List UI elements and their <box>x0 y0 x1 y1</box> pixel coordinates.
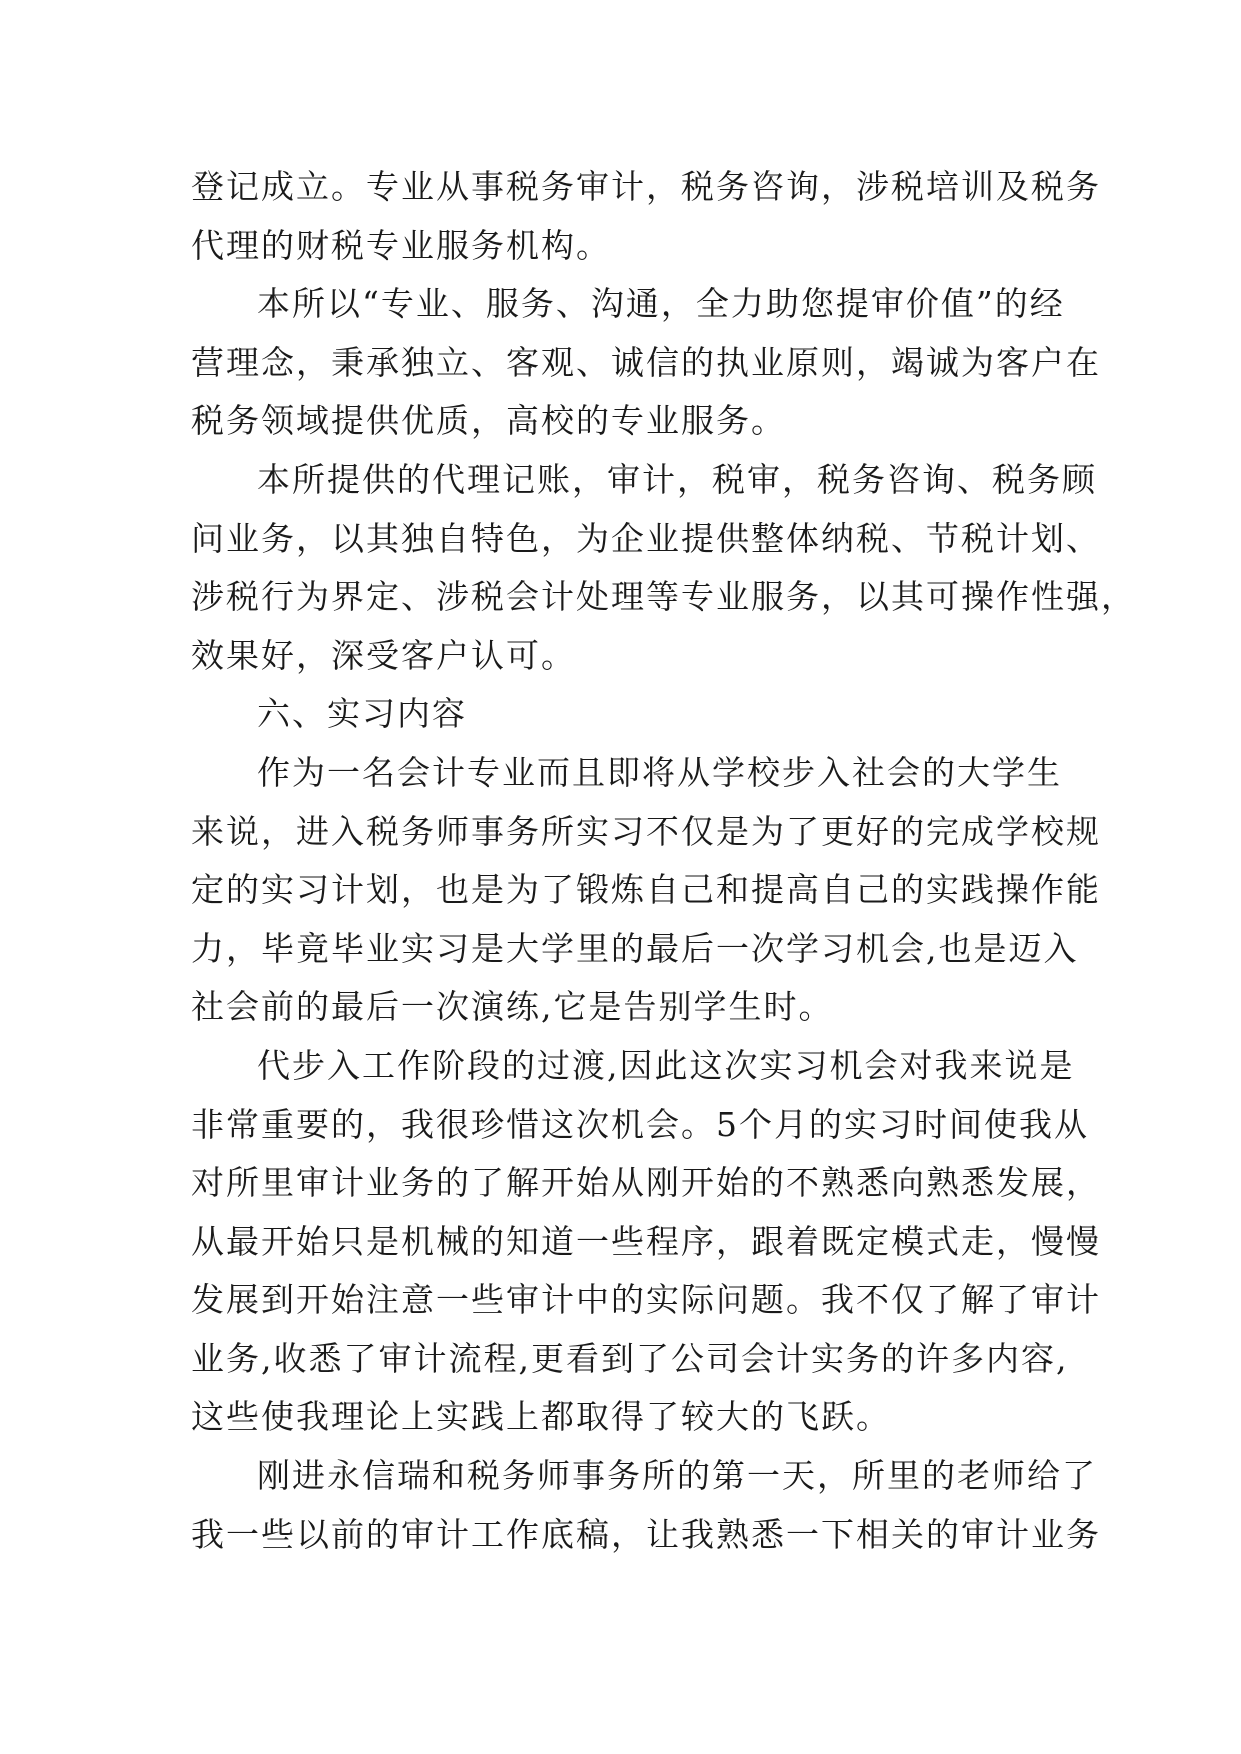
text-line: 涉税行为界定、涉税会计处理等专业服务，以其可操作性强， <box>191 577 1136 617</box>
text-line: 力，毕竟毕业实习是大学里的最后一次学习机会,也是迈入 <box>191 928 1079 968</box>
section-heading: 六、实习内容 <box>257 694 467 734</box>
text-line: 业务,收悉了审计流程,更看到了公司会计实务的许多内容, <box>191 1338 1069 1378</box>
text-line: 代步入工作阶段的过渡,因此这次实习机会对我来说是 <box>257 1045 1075 1085</box>
text-line: 发展到开始注意一些审计中的实际问题。我不仅了解了审计 <box>191 1280 1101 1320</box>
text-line: 登记成立。专业从事税务审计，税务咨询，涉税培训及税务 <box>191 167 1101 206</box>
text-line: 营理念，秉承独立、客观、诚信的执业原则，竭诚为客户在 <box>191 342 1101 382</box>
text-line: 从最开始只是机械的知道一些程序，跟着既定模式走，慢慢 <box>191 1221 1101 1261</box>
text-line: 非常重要的，我很珍惜这次机会。5个月的实习时间使我从 <box>191 1104 1089 1144</box>
text-line: 对所里审计业务的了解开始从刚开始的不熟悉向熟悉发展， <box>191 1163 1101 1203</box>
text-line: 效果好，深受客户认可。 <box>191 635 576 675</box>
text-line: 问业务，以其独自特色，为企业提供整体纳税、节税计划、 <box>191 518 1101 558</box>
text-line: 这些使我理论上实践上都取得了较大的飞跃。 <box>191 1397 891 1437</box>
text-line: 本所以“专业、服务、沟通，全力助您提审价值”的经 <box>257 284 1065 324</box>
text-line: 定的实习计划，也是为了锻炼自己和提高自己的实践操作能 <box>191 870 1101 910</box>
text-line: 我一些以前的审计工作底稿，让我熟悉一下相关的审计业务 <box>191 1514 1101 1554</box>
text-line: 来说，进入税务师事务所实习不仅是为了更好的完成学校规 <box>191 811 1101 851</box>
text-line: 作为一名会计专业而且即将从学校步入社会的大学生 <box>257 752 1062 792</box>
text-line: 代理的财税专业服务机构。 <box>191 225 611 265</box>
text-line: 本所提供的代理记账，审计，税审，税务咨询、税务顾 <box>257 459 1097 499</box>
text-line: 社会前的最后一次演练,它是告别学生时。 <box>191 987 834 1027</box>
document-body <box>191 158 1136 1564</box>
text-line: 刚进永信瑞和税务师事务所的第一天，所里的老师给了 <box>257 1456 1097 1496</box>
text-line: 税务领域提供优质，高校的专业服务。 <box>191 401 786 441</box>
